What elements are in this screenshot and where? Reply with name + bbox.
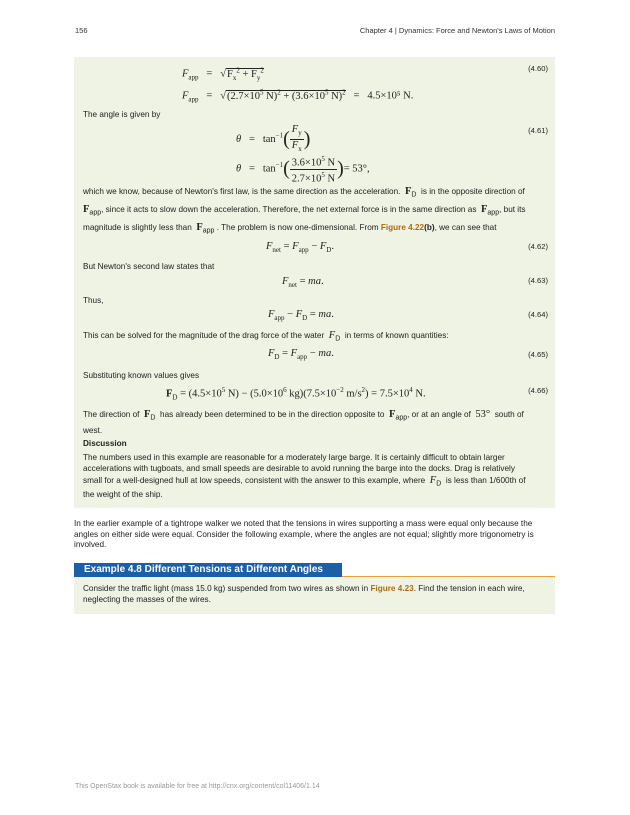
- equation-4-63: $F_{net}$ = ma.: [282, 276, 324, 290]
- discussion-line-3: small for a well-designed hull at low speeds, consistent with the answer to this example, where $F_D$ is less than 1/600th of: [83, 475, 526, 488]
- equation-4-62: $F_{net} = F_{app} - F_D$.: [266, 241, 334, 255]
- second-law-text: But Newton's second law states that: [83, 262, 215, 271]
- equation-4-61-line1: $\theta = \tan^{-1}$( $\frac{F_y}{F_x}$ ): [236, 124, 311, 154]
- footer-note: This OpenStax book is available for free at http://cnx.org/content/col11406/1.14: [75, 783, 320, 790]
- discussion-line-2: accelerations with tugboats, and small speeds are desirable to avoid running the barge into the docks. Drag is relatively: [83, 464, 515, 473]
- tightrope-paragraph: In the earlier example of a tightrope walker we noted that the tensions in wires supporting a mass were equal only because the angles on either side were equal. Consider the following example, where the angles are not equal; slightly more trigonometry is involved.: [74, 519, 534, 549]
- equation-4-66: $F_D = (4.5\times 10^5$ $N) - (5.0\times 10^6$ $kg)(7.5\times 10^{-2}$ $m/s^2) = 7.5\times 10^4$ N.: [166, 386, 426, 402]
- figure-4-22-link[interactable]: Figure 4.22: [380, 223, 425, 232]
- eq-number-4-65: (4.65): [528, 350, 548, 359]
- example-text-1: Consider the traffic light (mass 15.0 kg) suspended from two wires as shown in Figure 4.23. Find the tension in each wire,: [83, 584, 525, 593]
- thus-text: Thus,: [83, 296, 104, 305]
- discussion-line-1: The numbers used in this example are reasonable for a moderately large barge. It is certainly difficult to obtain larger: [83, 453, 505, 462]
- eq-number-4-62: (4.62): [528, 242, 548, 251]
- eq-number-4-66: (4.66): [528, 386, 548, 395]
- figure-4-23-link[interactable]: Figure 4.23: [370, 584, 414, 593]
- page-number: 156: [75, 26, 88, 35]
- discussion-heading: Discussion: [83, 439, 127, 448]
- paragraph-first-law: which we know, because of Newton's first law, is the same direction as the acceleration. $F_D$ is in the opposite direction of: [83, 186, 525, 199]
- paragraph-first-law-3: magnitude is slightly less than $F_{app}$ . The problem is now one-dimensional. From Figure 4.22(b), we can see that: [83, 222, 497, 235]
- eq-number-4-64: (4.64): [528, 310, 548, 319]
- equation-4-64: $F_{app} - F_D$ = ma.: [268, 309, 334, 323]
- equation-4-60-line2: $F_{app} = √(2.7\times 10^5$ $N)^2 + (3.6\times 10^5$ N)$^2$ = 4.5×10⁵ N.: [182, 88, 414, 104]
- equation-4-61-line2: $\theta = \tan^{-1}$( $\frac{3.6\times 10^5 N}{2.7\times 10^5 N}$ )= 53°,: [236, 155, 370, 184]
- eq-number-4-61: (4.61): [528, 126, 548, 135]
- equation-4-60-line1: $F_{app} = √F_x^2 + F_y^2$: [182, 66, 264, 82]
- equation-4-65: $F_D = F_{app}$ − ma.: [268, 348, 334, 362]
- example-text-2: neglecting the masses of the wires.: [83, 595, 211, 604]
- eq-number-4-63: (4.63): [528, 276, 548, 285]
- solved-text: This can be solved for the magnitude of the drag force of the water $F_D$ in terms of known quantities:: [83, 330, 449, 343]
- direction-text: The direction of $F_D$ has already been determined to be in the direction opposite to $F_{app}$, or at an angle of 53° south of: [83, 409, 524, 422]
- example-4-8-title: Example 4.8 Different Tensions at Different Angles: [74, 563, 342, 577]
- angle-given-text: The angle is given by: [83, 110, 161, 119]
- discussion-line-4: the weight of the ship.: [83, 490, 163, 499]
- substituting-text: Substituting known values gives: [83, 371, 200, 380]
- eq-number-4-60: (4.60): [528, 64, 548, 73]
- direction-text-2: west.: [83, 426, 103, 435]
- chapter-title: Chapter 4 | Dynamics: Force and Newton's Laws of Motion: [359, 26, 555, 35]
- paragraph-first-law-2: $F_{app}$, since it acts to slow down the acceleration. Therefore, the net external force is in the same direction as $F_{app}$, but its: [83, 204, 526, 217]
